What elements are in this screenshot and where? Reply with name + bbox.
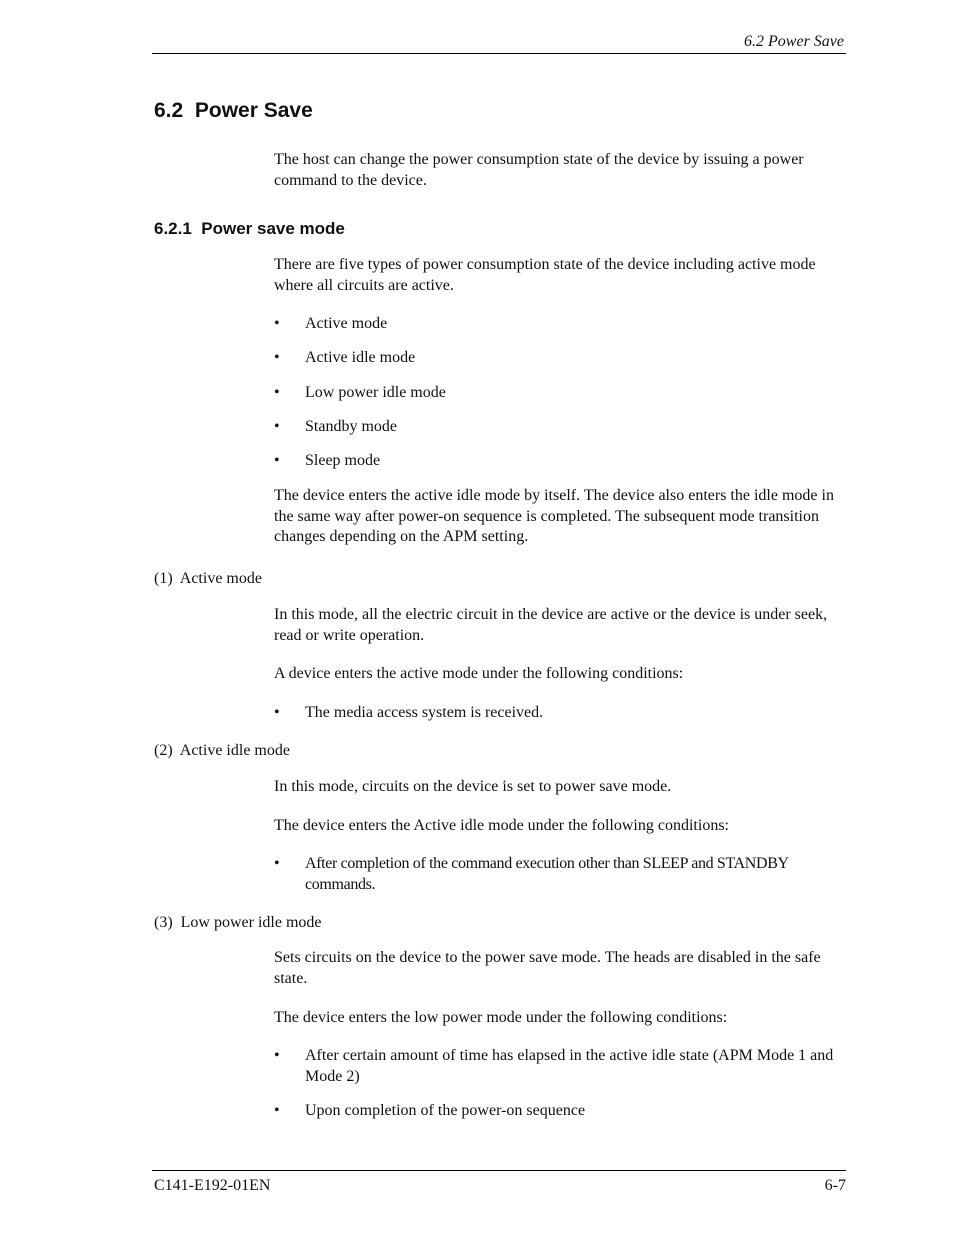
subsection-intro: There are five types of power consumption state of the device including active mode where all circuits are active.	[274, 256, 816, 294]
list-item	[274, 417, 840, 438]
list-item-text: Standby mode	[305, 418, 397, 435]
bullet-icon: •	[274, 855, 280, 872]
item-description: In this mode, circuits on the device is set to power save mode.	[274, 778, 672, 795]
bullet-icon: •	[274, 349, 280, 366]
subsection-heading: 6.2.1 Power save mode	[154, 219, 345, 238]
list-item	[274, 348, 840, 369]
list-item-text: Active mode	[305, 315, 388, 332]
list-item	[274, 1046, 840, 1087]
list-item-text: Upon completion of the power-on sequence	[305, 1102, 586, 1119]
section-heading: 6.2 Power Save	[154, 99, 313, 122]
item-heading: (3) Low power idle mode	[154, 914, 322, 931]
list-item	[274, 1101, 840, 1122]
list-item-text: After certain amount of time has elapsed in the active idle state (APM Mode 1 and Mode 2)	[305, 1047, 834, 1085]
bullet-icon: •	[274, 704, 280, 721]
header-rule	[152, 53, 846, 54]
page-number: 6-7	[824, 1177, 846, 1194]
bullet-icon: •	[274, 1047, 280, 1064]
list-item-text: Sleep mode	[305, 452, 381, 469]
conditions-intro: A device enters the active mode under the following conditions:	[274, 665, 684, 682]
bullet-icon: •	[274, 452, 280, 469]
conditions-intro: The device enters the low power mode under the following conditions:	[274, 1009, 728, 1026]
bullet-icon: •	[274, 418, 280, 435]
list-item-text: The media access system is received.	[305, 704, 544, 721]
transition-paragraph: The device enters the active idle mode by itself. The device also enters the idle mode in the same way after power-on sequence is completed. The subsequent mode transition changes depending on the APM setting.	[274, 487, 834, 545]
list-item-text: After completion of the command execution other than SLEEP and STANDBY commands.	[305, 855, 789, 893]
conditions-intro: The device enters the Active idle mode under the following conditions:	[274, 817, 729, 834]
item-heading: (1) Active mode	[154, 570, 262, 587]
item-heading: (2) Active idle mode	[154, 742, 290, 759]
list-item	[274, 703, 840, 724]
bullet-icon: •	[274, 1102, 280, 1119]
list-item	[274, 383, 840, 404]
list-item-text: Active idle mode	[305, 349, 416, 366]
item-description: In this mode, all the electric circuit in the device are active or the device is under seek, read or write operation.	[274, 606, 828, 644]
bullet-icon: •	[274, 315, 280, 332]
footer-rule	[152, 1170, 846, 1171]
list-item	[274, 854, 840, 895]
bullet-icon: •	[274, 384, 280, 401]
section-intro: The host can change the power consumption state of the device by issuing a power command to the device.	[274, 151, 804, 189]
list-item	[274, 314, 840, 335]
running-header: 6.2 Power Save	[744, 33, 844, 50]
list-item-text: Low power idle mode	[305, 384, 446, 401]
list-item	[274, 451, 840, 472]
document-number: C141-E192-01EN	[154, 1177, 271, 1194]
item-description: Sets circuits on the device to the power save mode. The heads are disabled in the safe state.	[274, 949, 821, 987]
